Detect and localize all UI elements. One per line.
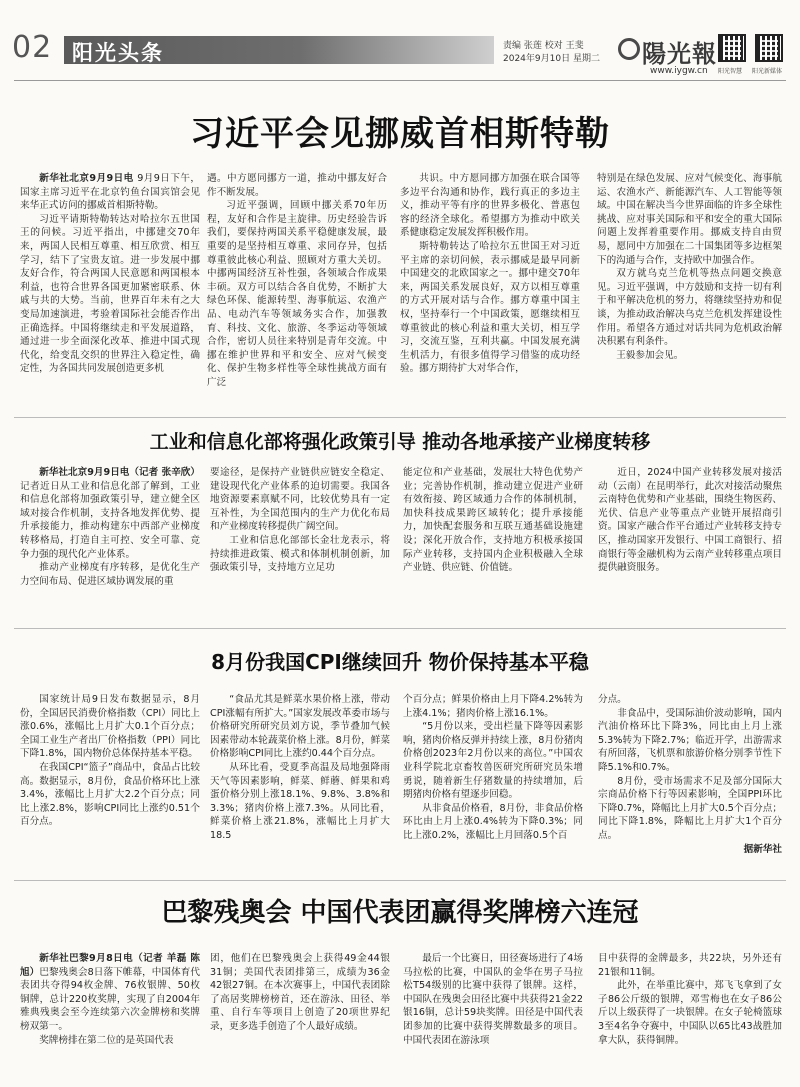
article4-lead-para bbox=[20, 952, 200, 1034]
paragraph: 8月份，受市场需求不足及部分国际大宗商品价格下行等因素影响，全国PPI环比下降0.7%，降幅比上月扩大0.5个百分点；同比下降1.8%，降幅比上月扩大1个百分点。 bbox=[598, 775, 782, 841]
divider bbox=[14, 417, 786, 418]
section-name: 阳光头条 bbox=[72, 41, 164, 65]
qr-code-icon bbox=[718, 34, 746, 62]
qr-left-label: 阳光智慧 bbox=[718, 68, 743, 75]
divider bbox=[14, 880, 786, 881]
paragraph: 遇。中方愿同挪方一道，推动中挪友好合作不断发展。 bbox=[207, 173, 387, 198]
sun-logo-icon bbox=[618, 38, 640, 60]
paragraph: 记者近日从工业和信息化部了解到，工业和信息化部将加强政策引导，建立健全区域对接合作机制，支持各地发挥优势、提升承接能力，推动构建东中西部产业梯度转移格局，打造自主可控、安全可靠、竞争力强的现代化产业体系。 bbox=[20, 480, 200, 560]
reporter: （记者 羊磊 陈旭） bbox=[20, 953, 200, 978]
paragraph: 共识。中方愿同挪方加强在联合国等多边平台沟通和协作，践行真正的多边主义，推动平等有序的世界多极化、普惠包容的经济全球化。希望挪方为推动中欧关系健康稳定发展发挥积极作用。 bbox=[400, 173, 580, 239]
article4-col4 bbox=[598, 952, 782, 1082]
paragraph: 最后一个比赛日，田径赛场进行了4场马拉松的比赛，中国队的金华在男子马拉松T54级别的比赛中获得了银牌。这样，中国队在残奥会田径比赛中共获得21金22银16铜，总计59块奖牌。田径是中国代表团参加的比赛中获得奖牌数最多的项目。中国代表团在游泳项 bbox=[403, 953, 583, 1046]
article1-title: 习近平会见挪威首相斯特勒 bbox=[190, 114, 610, 154]
paragraph: 从非食品价格看，8月份，非食品价格环比由上月上涨0.4%转为下降0.3%；同比上涨0.2%，涨幅比上月回落0.5个百 bbox=[403, 802, 583, 841]
paragraph: “食品尤其是鲜菜水果价格上涨，带动CPI涨幅有所扩大。”国家发展改革委市场与价格研究所研究员刘方说，季节叠加气候因素带动本轮蔬菜价格上涨。8月份，鲜菜价格影响CPI同比上涨约0.44个百分点。 bbox=[210, 694, 390, 760]
article4-col1 bbox=[20, 952, 200, 1082]
editors-line: 责编 张莲 校对 王斐 bbox=[503, 41, 584, 51]
article3-col2 bbox=[210, 693, 390, 873]
article3-title: 8月份我国CPI继续回升 物价保持基本平稳 bbox=[211, 650, 589, 674]
dateline-lead: 新华社巴黎9月8日电 bbox=[39, 953, 134, 964]
date-line: 2024年9月10日 星期二 bbox=[503, 54, 600, 64]
article3-source: 据新华社 bbox=[743, 843, 782, 855]
paragraph: 9月9日下午，国家主席习近平在北京钓鱼台国宾馆会见来华正式访问的挪威首相斯特勒。 bbox=[20, 173, 200, 212]
paragraph: 分点。 bbox=[598, 694, 627, 705]
article2-col4 bbox=[598, 466, 782, 616]
paragraph: 双方就乌克兰危机等热点问题交换意见。习近平强调，中方鼓励和支持一切有利于和平解决危机的努力，将继续坚持劝和促谈，为推动政治解决乌克兰危机发挥建设性作用。希望各方通过对话共同为危机政治解决积累有利条件。 bbox=[597, 268, 782, 348]
paragraph: 能定位和产业基础，发展壮大特色优势产业；完善协作机制，推动建立促进产业研有效衔接、跨区域通力合作的体制机制，加快科技成果跨区域转化；提升承接能力，加快配套服务和互联互通基础设施建设；深化开放合作，支持地方积极承接国际产业转移，支持国内企业积极融入全球产业链、供应链、价值链。 bbox=[403, 467, 583, 574]
paragraph: 要途径，是保持产业链供应链安全稳定、建设现代化产业体系的迫切需要。我国各地资源要素禀赋不同，比较优势具有一定互补性，为全国范围内的生产力优化布局和产业梯度转移提供广阔空间。 bbox=[210, 467, 390, 533]
paragraph: 从环比看，受夏季高温及局地强降雨天气等因素影响，鲜菜、鲜蘑、鲜果和鸡蛋价格分别上涨18.1%、9.8%、3.8%和3.3%；猪肉价格上涨7.3%。从同比看，鲜菜价格上涨21.8%，涨幅比上月扩大18.5 bbox=[210, 761, 390, 841]
article1-col2 bbox=[207, 172, 387, 412]
paragraph: 特别是在绿色发展、应对气候变化、海事航运、农渔水产、新能源汽车、人工智能等领域。中国在解决当今世界面临的许多全球性挑战、应对事关国际和平和安全的重大国际问题上发挥着重要作用。挪威支持自由贸易，愿同中方加强在二十国集团等多边框架下的沟通与合作，支持欧中加强合作。 bbox=[597, 173, 782, 266]
article2-col3 bbox=[403, 466, 583, 616]
dateline-lead: 新华社北京9月9日电 bbox=[39, 467, 130, 478]
paragraph: 近日，2024中国产业转移发展对接活动（云南）在昆明举行，此次对接活动聚焦云南特色优势和产业基础，围绕生物医药、光伏、信息产业等重点产业链开展招商引资。国家产融合作平台通过产业转移支持专区，推动国家开发银行、中国工商银行、招商银行等金融机构为云南产业转移重点项目提供融资服务。 bbox=[598, 467, 782, 574]
paragraph: 目中获得的金牌最多，共22块，另外还有21银和11铜。 bbox=[598, 953, 782, 978]
paragraph: 推动产业梯度有序转移，是优化生产力空间布局、促进区域协调发展的重 bbox=[20, 562, 200, 587]
newspaper-logo: 陽光報 bbox=[642, 39, 717, 68]
article4-title: 巴黎残奥会 中国代表团赢得奖牌榜六连冠 bbox=[161, 898, 639, 928]
paragraphs bbox=[598, 693, 782, 843]
paragraph: 非食品中，受国际油价波动影响，国内汽油价格环比下降3%，同比由上月上涨5.3%转为下降2.7%；临近开学，出游需求有所回落，飞机票和旅游价格分别季节性下降5.1%和0.7%。 bbox=[598, 707, 782, 773]
article1-col1 bbox=[20, 172, 200, 412]
paragraph: 习近平强调，回顾中挪关系70年历程，友好和合作是主旋律。历史经验告诉我们，要保持两国关系平稳健康发展，最重要的是坚持相互尊重、求同存异，包括尊重彼此核心利益、照顾对方重大关切。中挪两国经济互补性强，各领域合作成果丰硕。双方可以结合各自优势，不断扩大绿色环保、能源转型、海事航运、农渔产品、电动汽车等领域务实合作，加强教育、科技、文化、旅游、冬季运动等领域合作，密切人员往来特别是青年交流。中挪在维护世界和平和安全、应对气候变化、保护生物多样性等全球性挑战方面有广泛 bbox=[207, 200, 387, 388]
article4-col2 bbox=[210, 952, 390, 1082]
article1-col3 bbox=[400, 172, 580, 412]
qr-code-icon bbox=[755, 34, 783, 62]
paragraph: 奖牌榜排在第二位的是英国代表 bbox=[39, 1034, 174, 1046]
dateline-lead: 新华社北京9月9日电 bbox=[39, 173, 134, 184]
paragraph: 团，他们在巴黎残奥会上获得49金44银31铜；美国代表团排第三，成绩为36金42银27铜。在本次赛事上，中国代表团除了高居奖牌榜榜首，还在游泳、田径、举重、自行车等项目上创造了20项世界纪录，更多选手创造了个人最好成绩。 bbox=[210, 953, 390, 1032]
divider bbox=[14, 628, 786, 629]
site-url: www.iygw.cn bbox=[650, 66, 708, 76]
paragraph: 在我国CPI“篮子”商品中，食品占比较高。数据显示，8月份，食品价格环比上涨3.4%，涨幅比上月扩大2.2个百分点；同比上涨2.8%，影响CPI同比上涨约0.51个百分点。 bbox=[20, 761, 200, 828]
qr-right-label: 阳光新媒体 bbox=[752, 68, 783, 75]
article1-lead-para bbox=[20, 172, 200, 213]
paragraph: 个百分点；鲜果价格由上月下降4.2%转为上涨4.1%；猪肉价格上涨16.1%。 bbox=[403, 694, 583, 719]
article3-col3 bbox=[403, 693, 583, 873]
paragraph: “5月份以来，受出栏量下降等因素影响，猪肉价格反弹并持续上涨，8月份猪肉价格创2023年2月份以来的高位。”中国农业科学院北京畜牧兽医研究所研究员朱增勇说，随着新生仔猪数量的持续增加，后期猪肉价格有望逐步回稳。 bbox=[403, 721, 583, 801]
paragraphs bbox=[20, 213, 200, 376]
page-number: 02 bbox=[12, 30, 53, 65]
paragraph: 工业和信息化部部长金壮龙表示，将持续推进政策、模式和体制机制创新，加强政策引导，支持地方立足功 bbox=[210, 534, 390, 574]
paragraph: 王毅参加会见。 bbox=[616, 349, 684, 361]
paragraph: 此外，在举重比赛中，郑飞飞拿到了女子86公斤级的银牌，邓雪梅也在女子86公斤以上级获得了一块银牌。在女子轮椅篮球3至4名争夺赛中，中国队以65比43战胜加拿大队，获得铜牌。 bbox=[598, 980, 782, 1046]
article2-col1 bbox=[20, 466, 200, 616]
paragraph: 习近平请斯特勒转达对哈拉尔五世国王的问候。习近平指出，中挪建交70年来，两国人民相互尊重、相互欣赏、相互学习，结下了宝贵友谊。进一步发展中挪友好合作，符合两国人民意愿和两国根本利益，也符合世界各国更加紧密联系、休戚与共的大势。当前，世界百年未有之大变局加速演进，考验着国际社会能否作出正确选择。中国将继续走和平发展道路，通过进一步全面深化改革、推进中国式现代化，给变乱交织的世界注入稳定性，确定性，为各国共同发展创造更多机 bbox=[20, 213, 200, 375]
article1-col4 bbox=[597, 172, 782, 412]
paragraph: 斯特勒转达了哈拉尔五世国王对习近平主席的亲切问候，表示挪威是最早同新中国建交的北欧国家之一。挪中建交70年来，两国关系发展良好，双方以相互尊重的方式开展对话与合作。挪方尊重中国主权，坚持奉行一个中国政策，愿继续相互尊重彼此的核心利益和重大关切，相互学习，交流互鉴，互利共赢。中国发展充满生机活力，有很多值得学习借鉴的成功经验。挪方期待扩大对华合作， bbox=[400, 240, 580, 375]
article3-col1 bbox=[20, 693, 200, 873]
article2-col2 bbox=[210, 466, 390, 616]
paragraph: 国家统计局9日发布数据显示，8月份，全国居民消费价格指数（CPI）同比上涨0.6%，涨幅比上月扩大0.1个百分点；全国工业生产者出厂价格指数（PPI）同比下降1.8%，国内物价总体保持基本平稳。 bbox=[20, 694, 200, 760]
header-rule bbox=[14, 80, 786, 81]
paragraphs bbox=[20, 1034, 200, 1048]
paragraph: 巴黎残奥会8日落下帷幕，中国体育代表团共夺得94枚金牌、76枚银牌、50枚铜牌，总计220枚奖牌，实现了自2004年雅典残奥会至今连续第六次金牌榜和奖牌榜双第一。 bbox=[20, 966, 200, 1032]
paragraphs bbox=[20, 561, 200, 588]
article3-col4 bbox=[598, 693, 782, 873]
article2-title: 工业和信息化部将强化政策引导 推动各地承接产业梯度转移 bbox=[149, 431, 651, 453]
page-header bbox=[0, 0, 800, 82]
article2-lead-para bbox=[20, 466, 200, 561]
reporter: （记者 张辛欣） bbox=[129, 467, 200, 478]
article4-col3 bbox=[403, 952, 583, 1082]
